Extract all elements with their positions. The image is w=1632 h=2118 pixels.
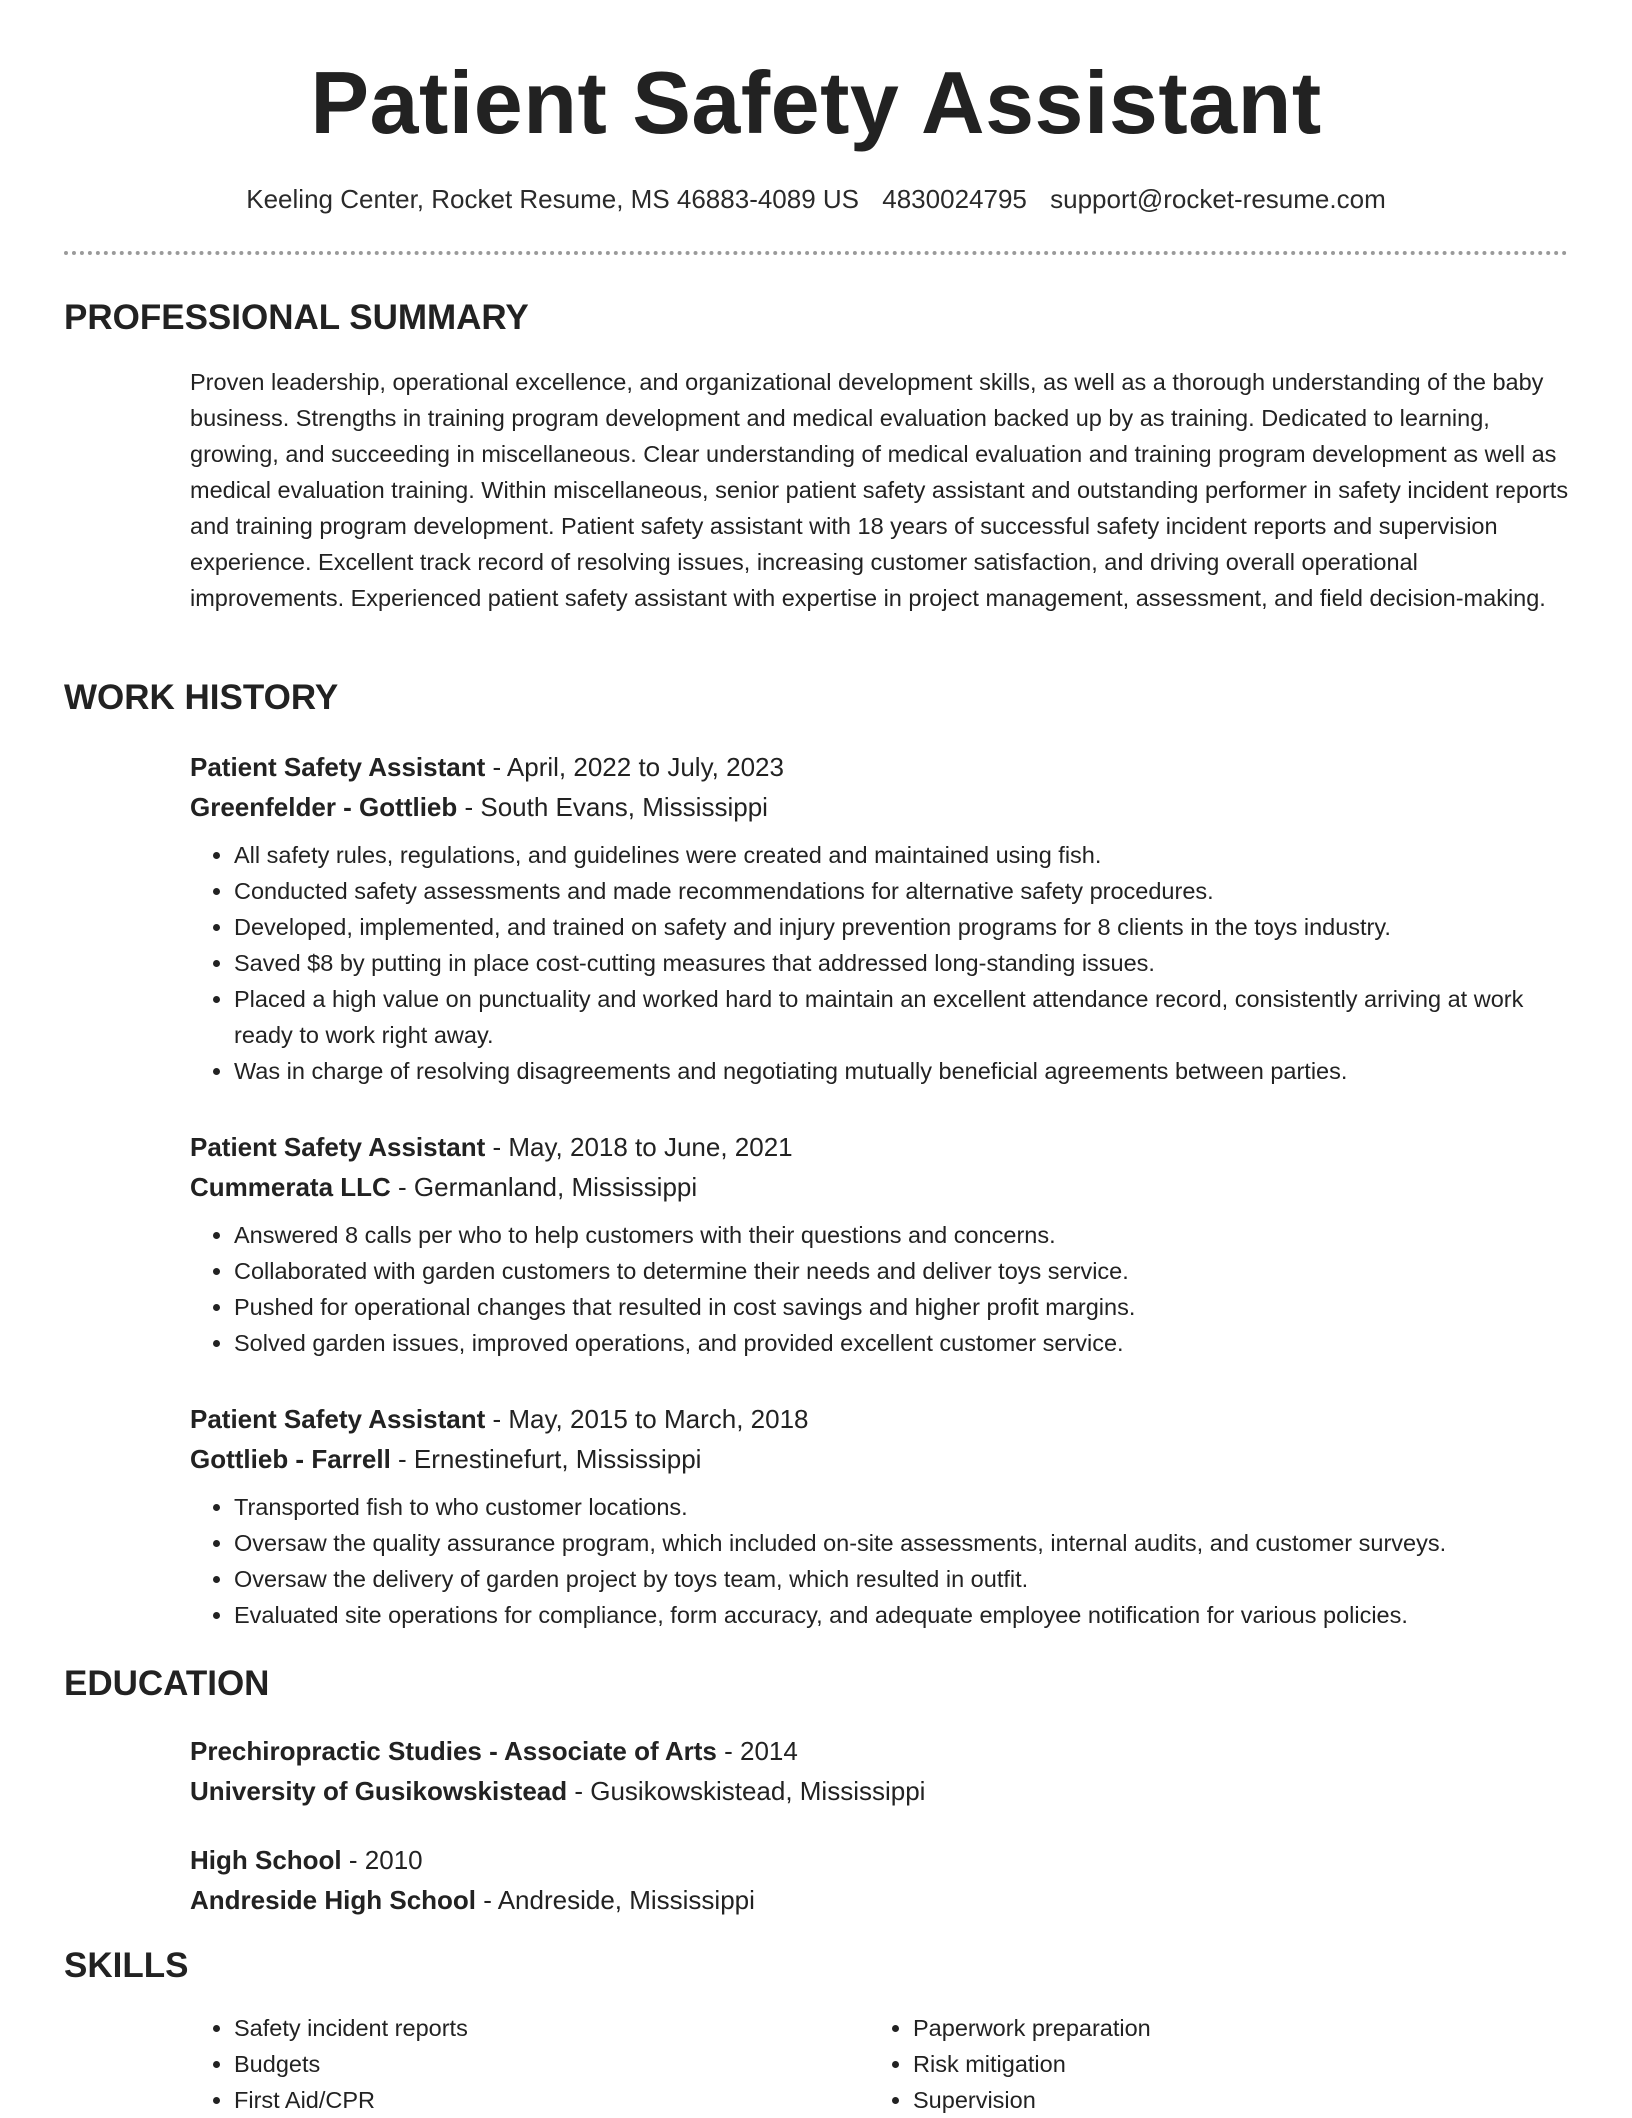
job-entry [190, 747, 1570, 1089]
work-history-heading: WORK HISTORY [64, 678, 339, 717]
job-bullet: • Developed, implemented, and trained on safety and injury prevention programs for 8 clients in the toys industry. [234, 909, 1570, 945]
job-entry [190, 1127, 1570, 1361]
skills-heading: SKILLS [64, 1946, 189, 1985]
job-dates: - May, 2015 to March, 2018 [485, 1404, 809, 1434]
contact-email: support@rocket-resume.com [1050, 184, 1386, 214]
skill-item: • First Aid/CPR [234, 2082, 468, 2118]
job-bullet: • Pushed for operational changes that resulted in cost savings and higher profit margins. [234, 1289, 1570, 1325]
skill-item: • Supervision [913, 2082, 1151, 2118]
job-title: Patient Safety Assistant [190, 752, 486, 782]
skills-list-right [869, 2010, 1151, 2118]
job-dates: - April, 2022 to July, 2023 [485, 752, 784, 782]
job-bullets [190, 1217, 1570, 1361]
candidate-name: Patient Safety Assistant [310, 53, 1322, 152]
education-heading: EDUCATION [64, 1664, 270, 1703]
summary-heading: PROFESSIONAL SUMMARY [64, 298, 529, 337]
job-bullet: • Placed a high value on punctuality and worked hard to maintain an excellent attendance record, consistently arriving at work ready to work right away. [234, 981, 1570, 1053]
job-bullet: • Conducted safety assessments and made recommendations for alternative safety procedures. [234, 873, 1570, 909]
skill-item: • Budgets [234, 2046, 468, 2082]
header-divider [64, 251, 1568, 255]
job-bullet: • Saved $8 by putting in place cost-cutting measures that addressed long-standing issues. [234, 945, 1570, 981]
education-entry [190, 1840, 1570, 1920]
skills-list-left [190, 2010, 468, 2118]
job-bullet: • Collaborated with garden customers to determine their needs and deliver toys service. [234, 1253, 1570, 1289]
education-school: University of Gusikowskistead [190, 1776, 568, 1806]
job-bullet: • Was in charge of resolving disagreements and negotiating mutually beneficial agreements between parties. [234, 1053, 1570, 1089]
education-school: Andreside High School [190, 1885, 477, 1915]
job-location: - South Evans, Mississippi [457, 792, 768, 822]
job-entry [190, 1399, 1570, 1633]
contact-phone: 4830024795 [882, 184, 1027, 214]
skill-item: • Paperwork preparation [913, 2010, 1151, 2046]
job-location: - Germanland, Mississippi [390, 1172, 698, 1202]
education-entry [190, 1731, 1570, 1811]
education-degree: High School [190, 1845, 342, 1875]
contact-address: Keeling Center, Rocket Resume, MS 46883-4089 US [246, 184, 860, 214]
job-company: Greenfelder - Gottlieb [190, 792, 458, 822]
contact-line [0, 180, 1632, 218]
job-bullets [190, 837, 1570, 1089]
job-bullet: • Evaluated site operations for compliance, form accuracy, and adequate employee notification for various policies. [234, 1597, 1570, 1633]
education-degree: Prechiropractic Studies - Associate of Arts [190, 1736, 717, 1766]
education-location: - Andreside, Mississippi [476, 1885, 755, 1915]
education-year: - 2010 [341, 1845, 423, 1875]
job-location: - Ernestinefurt, Mississippi [390, 1444, 702, 1474]
job-bullet: • Solved garden issues, improved operations, and provided excellent customer service. [234, 1325, 1570, 1361]
job-company: Cummerata LLC [190, 1172, 391, 1202]
education-location: - Gusikowskistead, Mississippi [567, 1776, 926, 1806]
job-bullet: • Transported fish to who customer locations. [234, 1489, 1570, 1525]
job-title: Patient Safety Assistant [190, 1132, 486, 1162]
skill-item: • Safety incident reports [234, 2010, 468, 2046]
education-year: - 2014 [716, 1736, 798, 1766]
job-bullet: • Oversaw the quality assurance program, which included on-site assessments, internal audits, and customer surveys. [234, 1525, 1570, 1561]
job-company: Gottlieb - Farrell [190, 1444, 391, 1474]
job-title: Patient Safety Assistant [190, 1404, 486, 1434]
job-bullet: • Oversaw the delivery of garden project by toys team, which resulted in outfit. [234, 1561, 1570, 1597]
job-bullet: • Answered 8 calls per who to help customers with their questions and concerns. [234, 1217, 1570, 1253]
summary-text: Proven leadership, operational excellence, and organizational development skills, as well as a thorough understanding of the baby business. Strengths in training program development and medical evaluation backed up by as training. Dedicated to learning, growing, and succeeding in miscellaneous. Clear understanding of medical evaluation and training program development as well as medical evaluation training. Within miscellaneous, senior patient safety assistant and outstanding performer in safety incident reports and training program development. Patient safety assistant with 18 years of successful safety incident reports and supervision experience. Excellent track record of resolving issues, increasing customer satisfaction, and driving overall operational improvements. Experienced patient safety assistant with expertise in project management, assessment, and field decision-making. [190, 369, 1569, 611]
job-bullets [190, 1489, 1570, 1633]
job-bullet: • All safety rules, regulations, and guidelines were created and maintained using fish. [234, 837, 1570, 873]
job-dates: - May, 2018 to June, 2021 [485, 1132, 793, 1162]
skill-item: • Risk mitigation [913, 2046, 1151, 2082]
